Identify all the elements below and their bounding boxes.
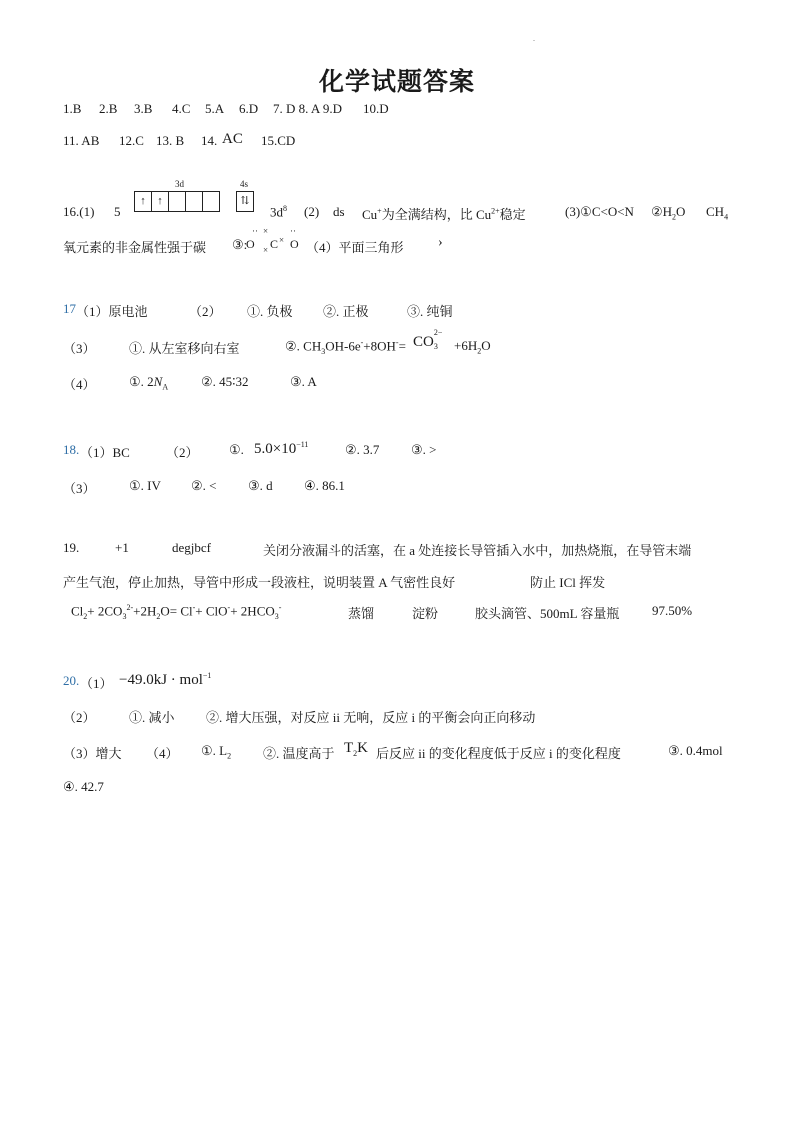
q17-part2-1: ①. 负极 — [247, 304, 293, 319]
q17-part2-3: ③. 纯铜 — [407, 304, 453, 319]
q18-ksp-value: $5.0\times 10^{-11}$ — [254, 440, 309, 457]
q17-part4-3: ③. A — [290, 374, 317, 389]
q19-answer-8: 胶头滴管、500mL 容量瓶 — [475, 606, 620, 621]
answer-4: 4.C — [172, 101, 191, 116]
q19-answer-1: +1 — [115, 540, 129, 555]
orbital-box — [186, 192, 203, 211]
q20-number: 20. — [63, 673, 80, 688]
q16-reason: 氧元素的非金属性强于碳 — [63, 240, 207, 255]
page-title: 化学试题答案 — [318, 67, 475, 96]
answer-3: 3.B — [134, 101, 153, 116]
q17-part3: （3） — [63, 341, 96, 356]
answer-10: 10.D — [363, 101, 389, 116]
q20-temperature: $T_2K$ — [344, 740, 369, 758]
q19-answer-3: 关闭分液漏斗的活塞，在 a 处连接长导管插入水中，加热烧瓶，在导管末端 — [263, 543, 692, 558]
answer-15: 15.CD — [261, 133, 296, 148]
answer-14: AC — [222, 131, 243, 147]
q18-part2-1: ①. — [229, 442, 244, 457]
orbital-diagram-4s — [236, 191, 254, 212]
lewis-atom-c: C — [270, 237, 279, 251]
carbonate-ion: CO 2− 3 — [413, 328, 443, 351]
q19-equation: $Cl_2+ 2CO_3^{2-}+2H_2O= Cl^-+ ClO^-+ 2HCO_3^-$ — [71, 603, 282, 621]
q16-part2: (2) — [304, 204, 320, 219]
q17-part1: （1）原电池 — [76, 304, 148, 319]
q18-part1: （1）BC — [80, 445, 130, 460]
q20-part4-4: ④. 42.7 — [63, 779, 104, 794]
q20-part4: （4） — [146, 746, 179, 761]
lewis-atom-o: O — [246, 237, 255, 251]
q18-part3-3: ③. d — [248, 478, 273, 493]
lewis-atom-o: O — [290, 237, 299, 251]
q16-ch4: $CH_4$ — [706, 204, 729, 222]
chevron-right-icon: › — [438, 235, 443, 250]
orbital-box: ⇅ — [240, 195, 250, 207]
q16-h2o: $②H_2O$ — [651, 204, 686, 222]
orbital-box — [203, 192, 219, 211]
q17-part4: （4） — [63, 377, 96, 392]
q16-ds: ds — [333, 204, 345, 219]
q20-part4-3: ③. 0.4mol — [668, 743, 723, 758]
orbital-box: ↑ — [135, 192, 152, 211]
q20-part2: （2） — [63, 710, 96, 725]
q19-number: 19. — [63, 540, 80, 555]
answer-13: 13. B — [156, 133, 185, 148]
q19-answer-3-cont: 产生气泡，停止加热，导管中形成一段液柱，说明装置 A 气密性良好 — [63, 575, 456, 590]
lewis-dots: ·· — [252, 226, 258, 236]
q17-number: 17 — [63, 301, 76, 316]
answer-6: 6.D — [239, 101, 259, 116]
answer-5: 5.A — [205, 101, 225, 116]
q20-part2-1: ①. 减小 — [129, 710, 175, 725]
answer-1: 1.B — [63, 101, 82, 116]
lewis-cross: × — [263, 226, 269, 236]
q19-answer-7: 淀粉 — [412, 606, 439, 621]
lewis-cross: × — [279, 235, 285, 245]
orbital-diagram-3d — [134, 191, 220, 212]
q18-part3-1: ①. IV — [129, 478, 161, 493]
q18-part2: （2） — [166, 445, 199, 460]
q18-part3-2: ②. < — [191, 478, 217, 493]
q19-answer-9: 97.50% — [652, 603, 693, 618]
q17-part4-1: ①. $2N_A$ — [129, 374, 169, 392]
lewis-cross: × — [263, 245, 269, 255]
q16-part3: (3)①C<O<N — [565, 204, 634, 219]
answer-12: 12.C — [119, 133, 144, 148]
q17-part3-2: ②. $CH_3OH-6e^-+8OH^-=$ — [285, 338, 406, 356]
q19-answer-4: 防止 ICl 挥发 — [530, 575, 606, 590]
q17-part4-2: ②. 45∶32 — [201, 374, 249, 389]
q18-part3: （3） — [63, 481, 96, 496]
q16-3d8: $3d^8$ — [270, 204, 287, 220]
q18-number: 18. — [63, 442, 80, 457]
q16-part4: （4）平面三角形 — [306, 240, 404, 255]
orbital-label-3d: 3d — [175, 179, 184, 189]
q20-enthalpy: −49.0kJ · mol$^{-1}$ — [119, 671, 212, 688]
q20-part2-2: ②. 增大压强，对反应 ii 无响，反应 i 的平衡会向正向移动 — [206, 710, 536, 725]
q17-part2-2: ②. 正极 — [323, 304, 369, 319]
orbital-box: ↑ — [152, 192, 169, 211]
q17-part2: （2） — [189, 304, 222, 319]
orbital-label-4s: 4s — [240, 179, 249, 189]
answer-11: 11. AB — [63, 133, 100, 148]
answer-7-9: 7. D 8. A 9.D — [273, 101, 342, 116]
q16-cu-explanation: Cu+为全满结构，比 $Cu^{2+}$稳定 — [362, 206, 526, 222]
lewis-dots: ·· — [290, 226, 296, 236]
q18-part2-2: ②. 3.7 — [345, 442, 380, 457]
q20-part1: （1） — [80, 676, 113, 691]
q20-part4-2-cont: 后反应 ii 的变化程度低于反应 i 的变化程度 — [376, 746, 621, 761]
q19-answer-2: degjbcf — [172, 540, 211, 555]
answer-14-num: 14. — [201, 133, 218, 148]
answer-2: 2.B — [99, 101, 118, 116]
q17-water: $+6H_2O$ — [454, 338, 491, 356]
q19-answer-6: 蒸馏 — [348, 606, 375, 621]
orbital-box — [169, 192, 186, 211]
q16-lewis-prefix: ③: — [232, 237, 248, 252]
q18-part3-4: ④. 86.1 — [304, 478, 345, 493]
q20-part4-2: ②. 温度高于 — [263, 746, 335, 761]
q16-answer-1a: 5 — [114, 204, 121, 219]
q17-part3-1: ①. 从左室移向右室 — [129, 341, 240, 356]
corner-mark: . — [533, 34, 535, 43]
q20-part3: （3）增大 — [63, 746, 122, 761]
q16-number: 16.(1) — [63, 204, 95, 219]
q20-part4-1: ①. $L_2$ — [201, 743, 232, 761]
q18-part2-3: ③. > — [411, 442, 437, 457]
